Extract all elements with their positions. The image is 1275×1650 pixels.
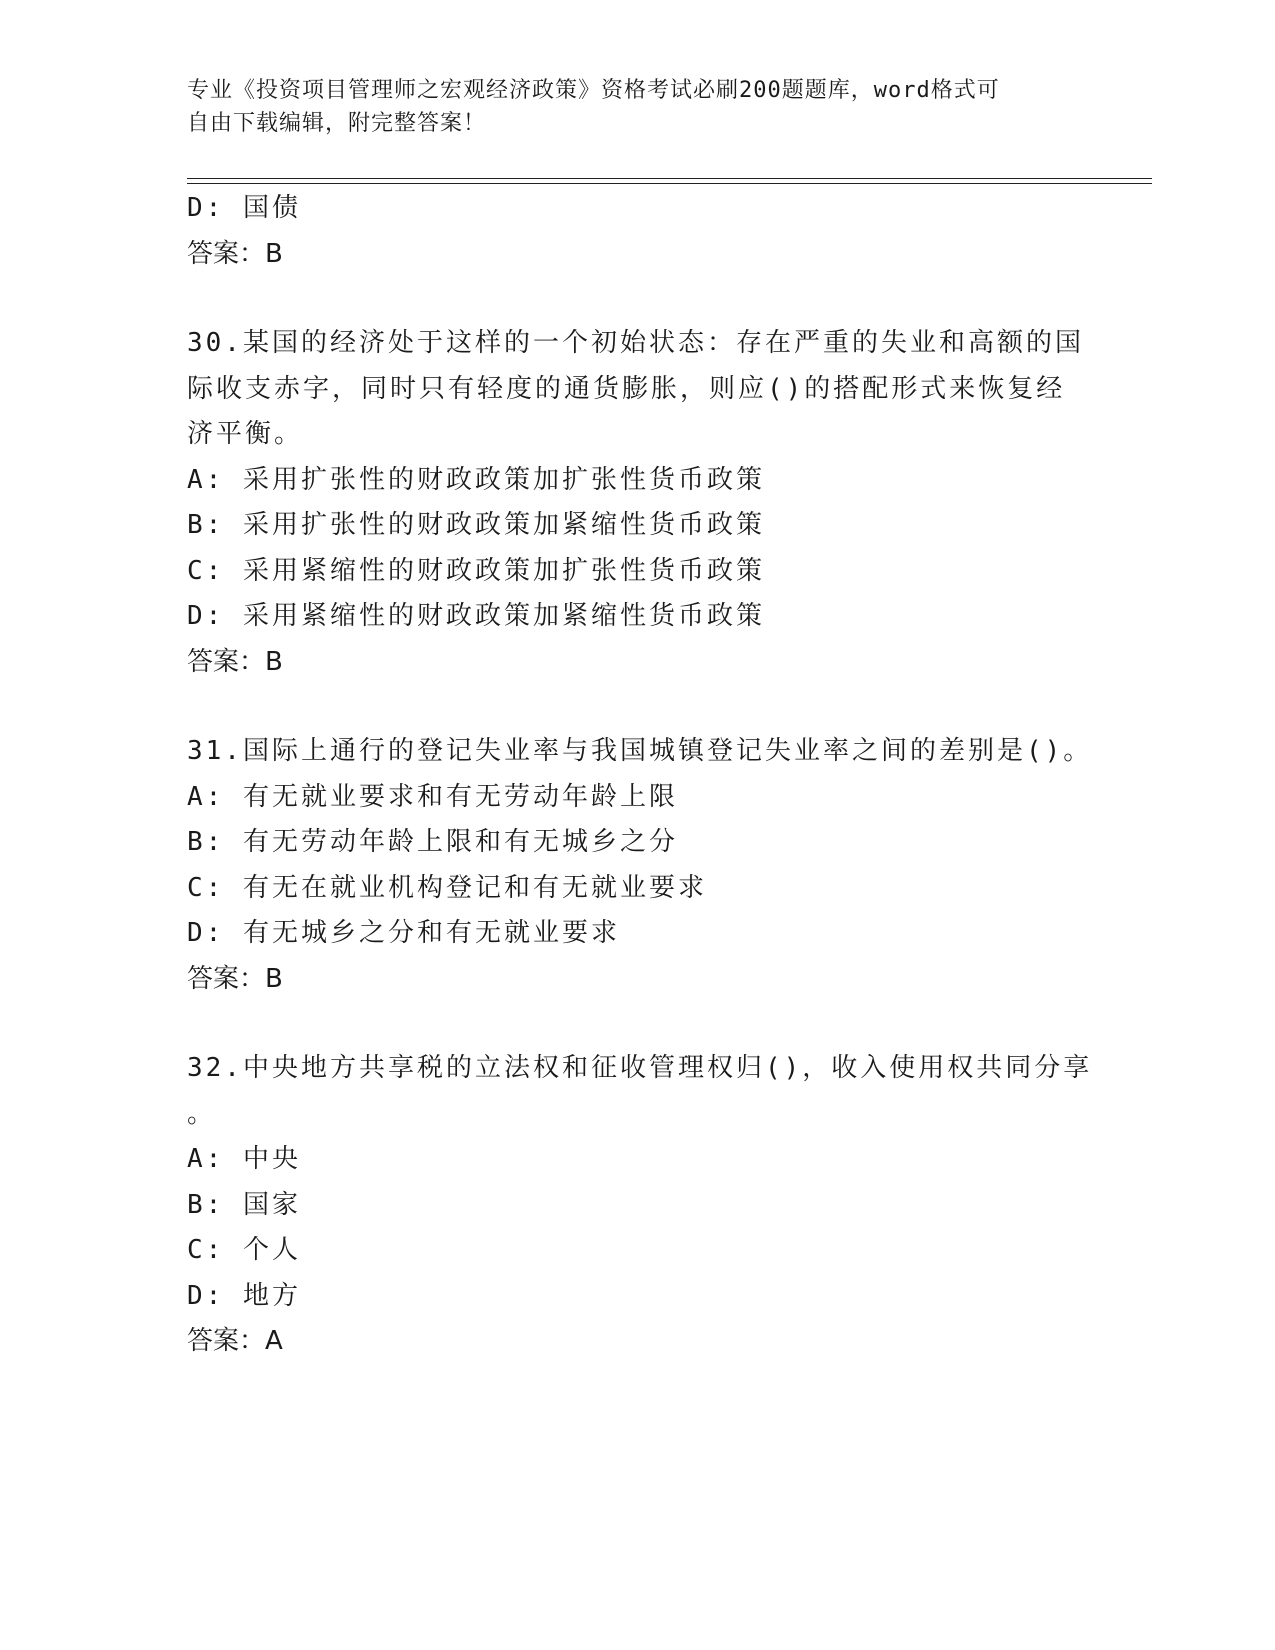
question-31-answer: 答案：B: [187, 963, 283, 994]
question-stem-line: 30.某国的经济处于这样的一个初始状态：存在严重的失业和高额的国: [187, 328, 1084, 358]
question-stem-line: 32.中央地方共享税的立法权和征收管理权归()，收入使用权共同分享: [187, 1053, 1093, 1083]
question-stem-line: 31.国际上通行的登记失业率与我国城镇登记失业率之间的差别是()。: [187, 736, 1093, 766]
header-divider-bottom: [187, 183, 1152, 184]
spacer: [187, 1002, 1087, 1046]
question-30-option-c: C: 采用紧缩性的财政政策加扩张性货币政策: [187, 555, 765, 586]
question-32-stem: [187, 1046, 1093, 1137]
question-31-option-c: C: 有无在就业机构登记和有无就业要求: [187, 872, 707, 903]
spacer: [187, 685, 1087, 729]
question-31-stem: [187, 729, 1093, 775]
spacer: [187, 277, 1087, 321]
question-32-answer: 答案：A: [187, 1326, 283, 1356]
question-32-option-d: D: 地方: [187, 1280, 301, 1311]
question-32-option-c: C: 个人: [187, 1235, 301, 1265]
question-32-option-a: A: 中央: [187, 1144, 301, 1174]
question-30-answer: 答案：B: [187, 646, 283, 677]
question-31-option-a: A: 有无就业要求和有无劳动年龄上限: [187, 781, 678, 812]
question-stem-line: 济平衡。: [187, 419, 304, 449]
question-30-option-b: B: 采用扩张性的财政政策加紧缩性货币政策: [187, 510, 765, 540]
question-30-option-a: A: 采用扩张性的财政政策加扩张性货币政策: [187, 464, 765, 495]
question-32-option-b: B: 国家: [187, 1189, 301, 1220]
header-divider-top: [187, 178, 1152, 179]
document-header: [187, 74, 1087, 140]
header-line-1: 专业《投资项目管理师之宏观经济政策》资格考试必刷200题题库，word格式可: [187, 78, 1000, 103]
question-30-option-d: D: 采用紧缩性的财政政策加紧缩性货币政策: [187, 601, 765, 631]
prev-answer: 答案：B: [187, 238, 283, 269]
question-31-option-d: D: 有无城乡之分和有无就业要求: [187, 918, 620, 948]
header-line-2: 自由下载编辑，附完整答案！: [187, 111, 487, 136]
document-body: [187, 186, 1093, 1365]
question-30-stem: [187, 321, 1087, 458]
question-stem-line: 际收支赤字，同时只有轻度的通货膨胀，则应()的搭配形式来恢复经: [187, 373, 1066, 404]
question-stem-line: 。: [187, 1098, 217, 1129]
prev-option-d: D: 国债: [187, 193, 301, 223]
question-31-option-b: B: 有无劳动年龄上限和有无城乡之分: [187, 827, 678, 857]
